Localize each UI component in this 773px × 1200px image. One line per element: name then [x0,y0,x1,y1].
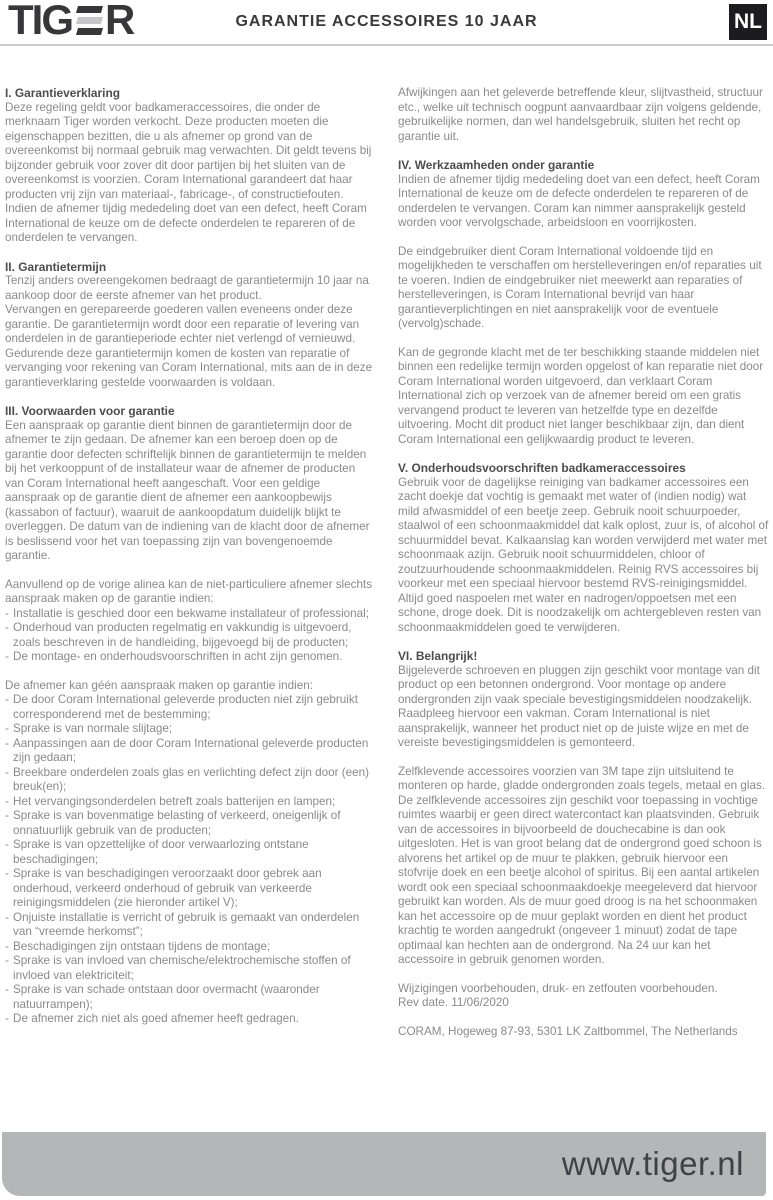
section-heading: IV. Werkzaamheden onder garantie [398,158,595,172]
bullet-item: - Beschadigingen zijn ontstaan tijdens de montage; [5,940,376,955]
bullet-item: - Sprake is van invloed van chemische/elektrochemische stoffen of invloed van elektriciteit; [5,954,376,983]
bullet-item: - Installatie is geschied door een bekwame installateur of professional; [5,607,376,622]
text-block [398,158,769,231]
text-block [5,679,376,1027]
text-block [398,982,769,1011]
bullet-item: - Het vervangingsonderdelen betreft zoals batterijen en lampen; [5,795,376,810]
footer-bar [2,1132,766,1196]
header [0,0,773,46]
text-block [398,1025,769,1040]
text-block [398,245,769,332]
logo-text-right: R [105,0,134,43]
bullet-item: - Sprake is van opzettelijke of door verwaarlozing ontstane beschadigingen; [5,838,376,867]
bullet-item: - Sprake is van normale slijtage; [5,722,376,737]
section-heading: VI. Belangrijk! [398,649,478,663]
paragraph: Gedurende deze garantietermijn komen de kosten van reparatie of vervanging voor rekening van Coram International, mits aan de in deze garantieverklaring gestelde voorwaarden is voldaan. [5,346,373,389]
logo-text-left: TIG [8,0,72,43]
bullet-item: - De door Coram International geleverde producten niet zijn gebruikt corresponderend met de bestemming; [5,693,376,722]
bullet-list [5,607,376,665]
bullet-item: - Onderhoud van producten regelmatig en vakkundig is uitgevoerd, zoals beschreven in de handleiding, bijgevoegd bij de producten; [5,621,376,650]
bullet-item: - De montage- en onderhoudsvoorschriften in acht zijn genomen. [5,650,376,665]
section-heading: III. Voorwaarden voor garantie [5,404,175,418]
text-block [5,260,376,391]
section-heading: V. Onderhoudsvoorschriften badkameraccessoires [398,461,686,475]
text-block [398,346,769,448]
paragraph: Zelfklevende accessoires voorzien van 3M tape zijn uitsluitend te monteren op harde, gladde ondergronden zoals tegels, metaal en glas. De zelfklevende accessoires zijn geschikt voor toepassing in vochtige ruimtes waarbij er geen direct watercontact kan plaatsvinden. Gebruik van de accessoires in bijvoorbeeld de douchecabine is dan ook uitgesloten. Het is van groot belang dat de ondergrond goed schoon is alvorens het artikel op de muur te plakken, gebruik hiervoor een stofvrije doek en een beetje alcohol of spiritus. Bij een aantal artikelen wordt ook een speciaal schoonmaakdoekje meegeleverd dat hiervoor gebruikt kan worden. Als de muur goed droog is na het schoonmaken kan het accessoire op de muur geplakt worden en dient het product krachtig te worden aangedrukt (ongeveer 1 minuut) zodat de tape optimaal kan hechten aan de ondergrond. Na 24 uur kan het accessoire in gebruik genomen worden. [398,764,766,966]
bullet-item: - Breekbare onderdelen zoals glas en verlichting defect zijn door (een) breuk(en); [5,766,376,795]
paragraph: Gebruik voor de dagelijkse reiniging van badkamer accessoires een zacht doekje dat vochtig is gemaakt met water of (indien nodig) wat mild afwasmiddel of een beetje zeep. Gebruik nooit schuurpoeder, staalwol of een schoonmaakmiddel dat kalk oplost, zuur is, of alcohol of schuurmiddel bevat. Kalkaanslag kan worden verwijderd met water met schoonmaak azijn. Gebruik nooit schuurmiddelen, chloor of zoutzuurhoudende schoonmaakmiddelen. Reinig RVS accessoires bij voorkeur met een speciaal hiervoor bestemd RVS-reinigingsmiddel. Altijd goed naspoelen met water en nadrogen/oppoetsen met een schone, droge doek. Dit is noodzakelijk om achtergebleven resten van schoonmaakmiddelen goed te verwijderen. [398,475,769,634]
text-block [398,86,769,144]
section-heading: I. Garantieverklaring [5,86,120,100]
bullet-item: - Sprake is van bovenmatige belasting of verkeerd, oneigenlijk of onnatuurlijk gebruik van de producten; [5,809,376,838]
right-column [398,86,769,1053]
paragraph: Een aanspraak op garantie dient binnen de garantietermijn door de afnemer te zijn gedaan. De afnemer kan een beroep doen op de garantie door defecten schriftelijk binnen de garantietermijn te melden bij het verkooppunt of de installateur waar de afnemer de producten van Coram International heeft aangeschaft. Voor een geldige aanspraak op de garantie dient de afnemer een aankoopbewijs (kassabon of factuur), waaruit de aankoopdatum duidelijk blijkt te overleggen. De datum van de indiening van de klacht door de afnemer is beslissend voor het van toepassing zijn van bovengenoemde garantie. [5,418,370,562]
bullet-item: - Onjuiste installatie is verricht of gebruik is gemaakt van onderdelen van “vreemde herkomst”; [5,911,376,940]
left-column [5,86,376,1053]
paragraph: Vervangen en gerepareerde goederen vallen eveneens onder deze garantie. De garantietermijn wordt door een reparatie of levering van onderdelen in de garantieperiode echter niet verlengd of vernieuwd. [5,303,360,345]
content-columns [0,46,773,1053]
paragraph: Tenzij anders overeengekomen bedraagt de garantietermijn 10 jaar na aankoop door de eerste afnemer van het product. [5,274,369,302]
paragraph: Indien de afnemer tijdig mededeling doet van een defect, heeft Coram International de keuze om de defecte onderdelen te repareren of de onderdelen te vervangen. Coram kan nimmer aansprakelijk gesteld worden voor vervolgschade, arbeidsloon en voorrijkosten. [398,172,760,229]
bullet-list [5,693,376,1027]
paragraph: Deze regeling geldt voor badkameraccessoires, die onder de merknaam Tiger worden verkocht. Deze producten moeten die eigenschappen bezitten, die u als afnemer op grond van de overeenkomst bij normaal gebruik mag verwachten. Dit geldt tevens bij bijzonder gebruik voor zover dit door partijen bij het sluiten van de overeenkomst is voorzien. Coram International garandeert dat haar producten vrij zijn van materiaal-, fabricage-, of constructiefouten. Indien de afnemer tijdig mededeling doet van een defect, heeft Coram International de keuze om de defecte onderdelen te repareren of de onderdelen te vervangen. [5,100,372,244]
bullet-item: - Sprake is van beschadigingen veroorzaakt door gebrek aan onderhoud, verkeerd onderhoud of gebruik van verkeerde reinigingsmiddelen (zie hieronder artikel V); [5,867,376,911]
website-link[interactable]: www.tiger.nl [561,1145,744,1182]
page-title: GARANTIE ACCESSOIRES 10 JAAR [235,13,538,30]
text-block [398,765,769,968]
paragraph: De eindgebruiker dient Coram International voldoende tijd en mogelijkheden te verschaffen om herstelleveringen en/of reparaties uit te voeren. Indien de eindgebruiker niet meewerkt aan reparaties of herstelleveringen, is Coram International bevrijd van haar garantieverplichtingen en niet aansprakelijk voor de eventuele (vervolg)schade. [398,244,762,330]
text-block [5,86,376,246]
paragraph: Aanvullend op de vorige alinea kan de niet-particuliere afnemer slechts aanspraak maken op de garantie indien: [5,577,373,605]
bullet-item: - Aanpassingen aan de door Coram International geleverde producten zijn gedaan; [5,737,376,766]
bullet-item: - Sprake is van schade ontstaan door overmacht (waaronder natuurrampen); [5,983,376,1012]
paragraph: CORAM, Hogeweg 87-93, 5301 LK Zaltbommel, The Netherlands [398,1024,738,1038]
text-block [5,578,376,665]
paragraph: Afwijkingen aan het geleverde betreffende kleur, slijtvastheid, structuur etc., welke uit technisch oogpunt aanvaardbaar zijn volgens geldende, gebruikelijke normen, dan wel handelsgebruik, sluiten het recht op garantie uit. [398,86,763,143]
text-block [398,461,769,635]
paragraph: Rev date. 11/06/2020 [398,996,509,1009]
text-block [398,649,769,751]
paragraph: De afnemer kan géén aanspraak maken op garantie indien: [5,678,313,692]
language-badge: NL [729,4,767,40]
bullet-item: - De afnemer zich niet als goed afnemer heeft gedragen. [5,1012,376,1027]
text-block [5,404,376,564]
paragraph: Wijzigingen voorbehouden, druk- en zetfouten voorbehouden. [398,981,718,995]
paragraph: Kan de gegronde klacht met de ter beschikking staande middelen niet binnen een redelijke termijn worden opgelost of kan reparatie niet door Coram International worden uitgevoerd, dan verklaart Coram International zich op verzoek van de afnemer bereid om een gratis vervangend product te leveren van hetzelfde type en dezelfde uitvoering. Mocht dit product niet langer beschikbaar zijn, dan dient Coram International een gelijkwaardig product te leveren. [398,345,764,446]
logo-bar-top [76,6,103,13]
section-heading: II. Garantietermijn [5,259,107,274]
paragraph: Bijgeleverde schroeven en pluggen zijn geschikt voor montage van dit product op een betonnen ondergrond. Voor montage op andere ondergronden zijn vaak speciale bevestigingsmiddelen noodzakelijk. Raadpleeg hiervoor een vakman. Coram International is niet aansprakelijk, wanneer het product niet op de juiste wijze en met de vereiste bevestigingsmiddelen is gemonteerd. [398,663,760,749]
